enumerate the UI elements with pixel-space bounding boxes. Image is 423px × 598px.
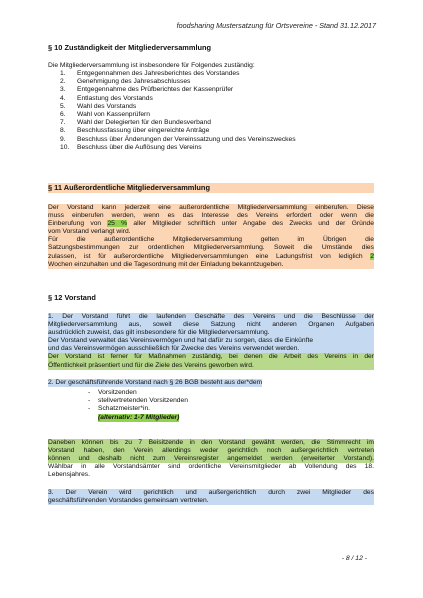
quorum-percentage: 25 % bbox=[107, 220, 128, 228]
list-item: - Schatzmeister*in. bbox=[88, 405, 151, 413]
list-item: 7. Wahl der Delegierten für den Bundesverband bbox=[60, 119, 211, 127]
section-11-paragraph: Der Vorstand kann jederzeit eine außerordentliche Mitgliederversammlung einberufen. Diese muss einberufen werden, wenn es das Interesse des Vereins erfordert oder wenn die Einberufung von 25 % aller Mitglieder schriftlich unter Angabe des Zwecks und der Gründe vom Vorstand verlangt wird. Für die außerordentliche Mitgliederversammlung gelten im Übrigen die Satzungsbestimmungen zur ordentlichen Mitgliederversammlung. Soweit die Umstände dies zulassen, ist für außerordentliche Mitgliederversammlungen eine Ladungsfrist von lediglich 2 Wochen einzuhalten und die Tagesordnung mit der Einladung bekanntzugeben. bbox=[48, 204, 374, 268]
section-10-heading: § 10 Zuständigkeit der Mitgliederversammlung bbox=[48, 43, 212, 52]
list-item: 5. Wahl des Vorstands bbox=[60, 102, 137, 110]
notice-period-weeks: 2 bbox=[370, 252, 374, 260]
section-12-para-2: 2. Der geschäftsführende Vorstand nach § 26 BGB besteht aus der*dem bbox=[48, 379, 263, 386]
intro-line: Die Mitgliederversammlung ist insbesondere für Folgendes zuständig: bbox=[48, 62, 255, 69]
list-item: - stellvertretenden Vorsitzenden bbox=[88, 397, 188, 405]
highlight-green-block: Der Vorstand ist ferner für Maßnahmen zuständig, bei denen die Arbeit des Vereins in der Öffentlichkeit präsentiert und für die Ziele des Vereins geworben wird. bbox=[48, 353, 374, 369]
list-item: 2. Genehmigung des Jahresabschlusses bbox=[60, 78, 191, 86]
highlight-green-block: Daneben können bis zu 7 Beisitzende in den Vorstand gewählt werden, die Stimmrecht im Vorstand haben, den Verein allerdings weder gerichtlich noch außergerichtlich vertreten können und deshalb nicht zum Vereinsregister angemeldet werden (erweiterter Vorstand). bbox=[48, 439, 374, 463]
list-item: 4. Entlastung des Vorstands bbox=[60, 94, 153, 102]
list-item: 1. Entgegennahmen des Jahresberichtes des Vorstandes bbox=[60, 70, 240, 77]
section-12-para-3: Daneben können bis zu 7 Beisitzende in den Vorstand gewählt werden, die Stimmrecht im Vorstand haben, den Verein allerdings weder gerichtlich noch außergerichtlich vertreten können und deshalb nicht zum Vereinsregister angemeldet werden (erweiterter Vorstand). Wählbar in alle Vorstandsämter sind ordentliche Vereinsmitglieder ab Vollendung des 18. Lebensjahres. bbox=[48, 439, 374, 479]
highlight-blue-block: 1. Der Vorstand führt die laufenden Geschäfte des Vereins und die Beschlüsse der Mitgliederversammlung aus, soweit diese Satzung nicht anderen Organen Aufgaben ausdrücklich zuweist, das gilt insbesondere für die Mitgliederversammlung. Der Vorstand verwaltet das Vereinsvermögen und hat dafür zu sorgen, dass die Einkünfte und das Vereinsvermögen ausschließlich für Zwecke des Vereins verwendet werden. bbox=[48, 313, 374, 353]
list-item: 8. Beschlussfassung über eingereichte Anträge bbox=[60, 127, 210, 135]
running-header: foodsharing Mustersatzung für Ortsvereine - Stand 31.12.2017 bbox=[176, 21, 376, 30]
page-number: - 8 / 12 - bbox=[341, 555, 367, 562]
section-10-intro bbox=[48, 62, 374, 70]
section-12-para-4: 3. Der Verein wird gerichtlich und außergerichtlich durch zwei Mitglieder des geschäftsführenden Vorstandes gemeinsam vertreten. bbox=[48, 489, 374, 505]
list-item: 10. Beschluss über die Auflösung des Vereins bbox=[60, 143, 202, 151]
section-12-heading: § 12 Vorstand bbox=[48, 293, 96, 302]
section-12-para-1 bbox=[48, 313, 374, 370]
alternative-note: (alternativ: 1-7 Mitglieder) bbox=[98, 413, 180, 421]
section-10-list bbox=[60, 70, 296, 152]
list-item: - Vorsitzenden bbox=[88, 389, 137, 396]
section-11-heading: § 11 Außerordentliche Mitgliederversammlung bbox=[48, 183, 374, 193]
list-item: 9. Beschluss über Änderungen der Vereinssatzung und des Vereinszweckes bbox=[60, 135, 296, 143]
list-item: 6. Wahl von Kassenprüfern bbox=[60, 111, 150, 119]
list-item: 3. Entgegennahme des Prüfberichtes der Kassenprüfer bbox=[60, 86, 234, 94]
board-members-list bbox=[88, 389, 188, 422]
